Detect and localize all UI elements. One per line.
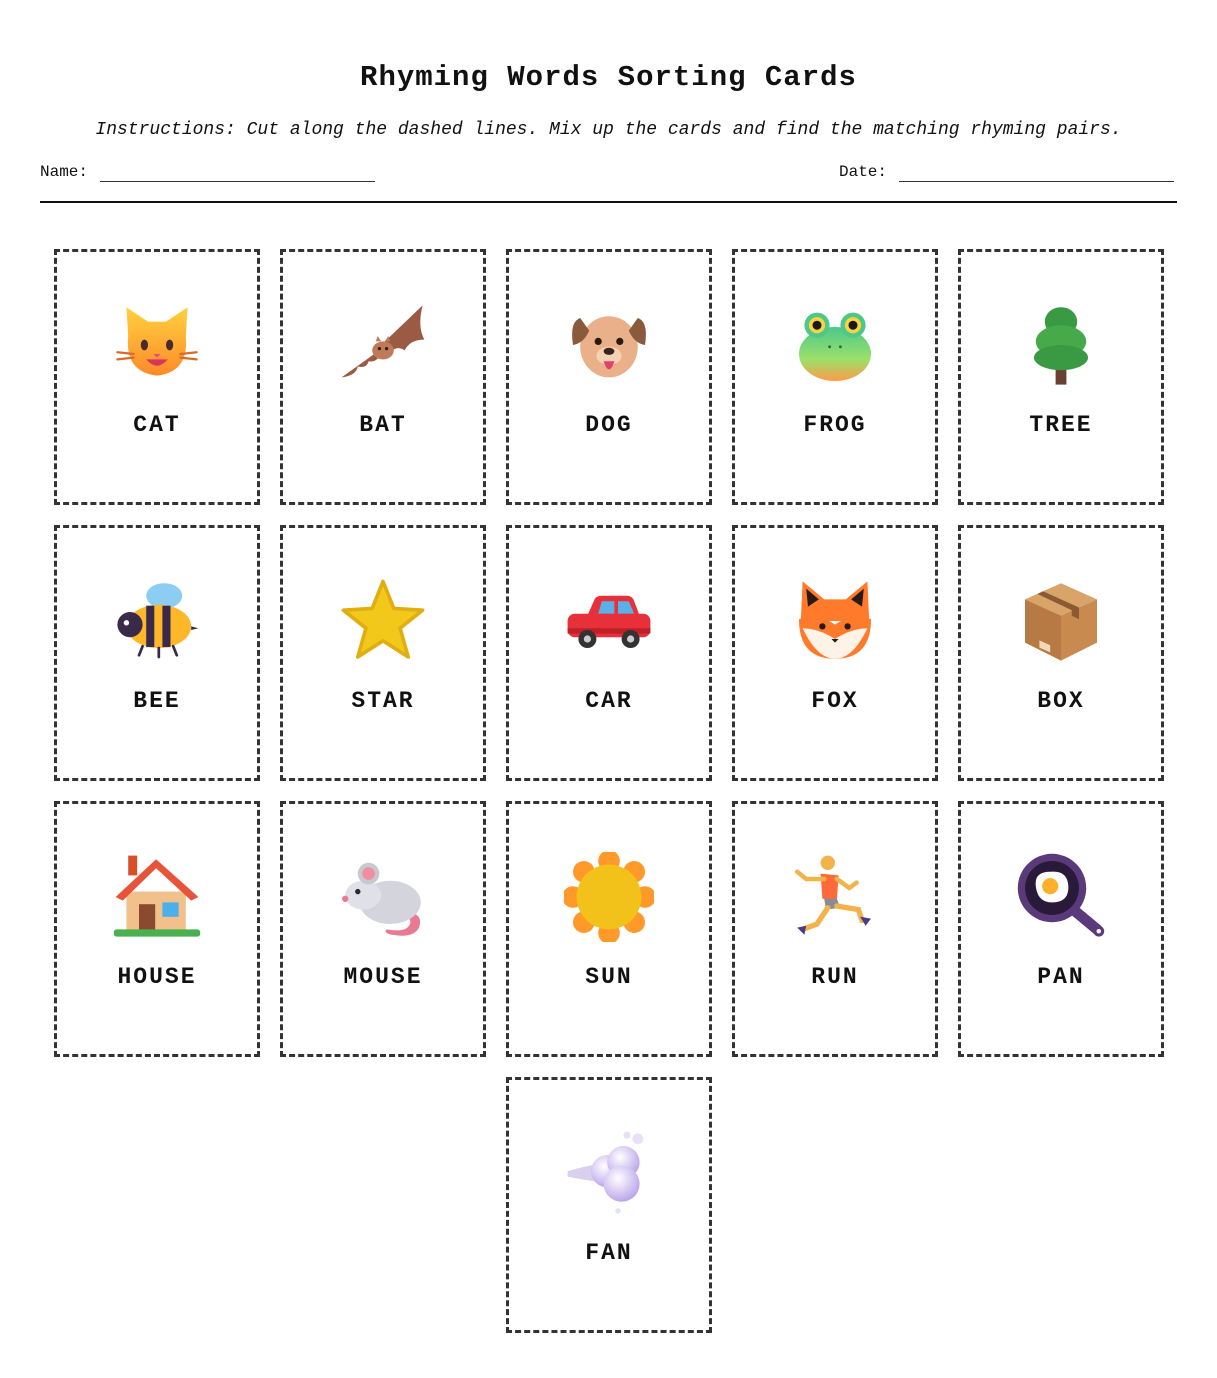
frying-pan-icon bbox=[961, 852, 1161, 942]
card-house[interactable] bbox=[54, 801, 260, 1057]
card-pan[interactable] bbox=[958, 801, 1164, 1057]
fox-icon bbox=[735, 576, 935, 666]
card-bee[interactable] bbox=[54, 525, 260, 781]
card-cat[interactable] bbox=[54, 249, 260, 505]
sun-icon bbox=[509, 852, 709, 942]
name-label: Name: bbox=[40, 163, 89, 181]
card-frog[interactable] bbox=[732, 249, 938, 505]
runner-icon bbox=[735, 852, 935, 942]
card-word: SUN bbox=[585, 964, 633, 990]
card-mouse[interactable] bbox=[280, 801, 486, 1057]
cat-icon bbox=[57, 300, 257, 390]
card-sun[interactable] bbox=[506, 801, 712, 1057]
card-run[interactable] bbox=[732, 801, 938, 1057]
wind-icon bbox=[509, 1128, 709, 1218]
card-word: HOUSE bbox=[117, 964, 197, 990]
date-label: Date: bbox=[839, 163, 888, 181]
card-fan[interactable] bbox=[506, 1077, 712, 1333]
card-word: FAN bbox=[585, 1240, 633, 1266]
page-title: Rhyming Words Sorting Cards bbox=[360, 61, 857, 94]
card-tree[interactable] bbox=[958, 249, 1164, 505]
card-word: FOX bbox=[811, 688, 859, 714]
date-blank-line[interactable] bbox=[899, 162, 1174, 182]
tree-icon bbox=[961, 300, 1161, 390]
header-divider bbox=[40, 201, 1177, 203]
card-word: BAT bbox=[359, 412, 407, 438]
card-word: RUN bbox=[811, 964, 859, 990]
card-fox[interactable] bbox=[732, 525, 938, 781]
card-bat[interactable] bbox=[280, 249, 486, 505]
house-icon bbox=[57, 852, 257, 942]
card-dog[interactable] bbox=[506, 249, 712, 505]
mouse-icon bbox=[283, 852, 483, 942]
frog-icon bbox=[735, 300, 935, 390]
box-icon bbox=[961, 576, 1161, 666]
dog-icon bbox=[509, 300, 709, 390]
bat-icon bbox=[283, 300, 483, 390]
card-box[interactable] bbox=[958, 525, 1164, 781]
card-word: CAR bbox=[585, 688, 633, 714]
bee-icon bbox=[57, 576, 257, 666]
name-blank-line[interactable] bbox=[100, 162, 375, 182]
card-star[interactable] bbox=[280, 525, 486, 781]
card-word: BEE bbox=[133, 688, 181, 714]
card-word: TREE bbox=[1029, 412, 1093, 438]
card-word: DOG bbox=[585, 412, 633, 438]
date-field bbox=[839, 162, 1174, 182]
card-word: STAR bbox=[351, 688, 415, 714]
star-icon bbox=[283, 576, 483, 666]
card-word: PAN bbox=[1037, 964, 1085, 990]
card-car[interactable] bbox=[506, 525, 712, 781]
name-field bbox=[40, 162, 375, 182]
card-word: BOX bbox=[1037, 688, 1085, 714]
car-icon bbox=[509, 576, 709, 666]
card-word: CAT bbox=[133, 412, 181, 438]
instructions-text: Instructions: Cut along the dashed lines. Mix up the cards and find the matching rhyming pairs. bbox=[95, 120, 1122, 140]
card-word: MOUSE bbox=[343, 964, 423, 990]
card-word: FROG bbox=[803, 412, 867, 438]
